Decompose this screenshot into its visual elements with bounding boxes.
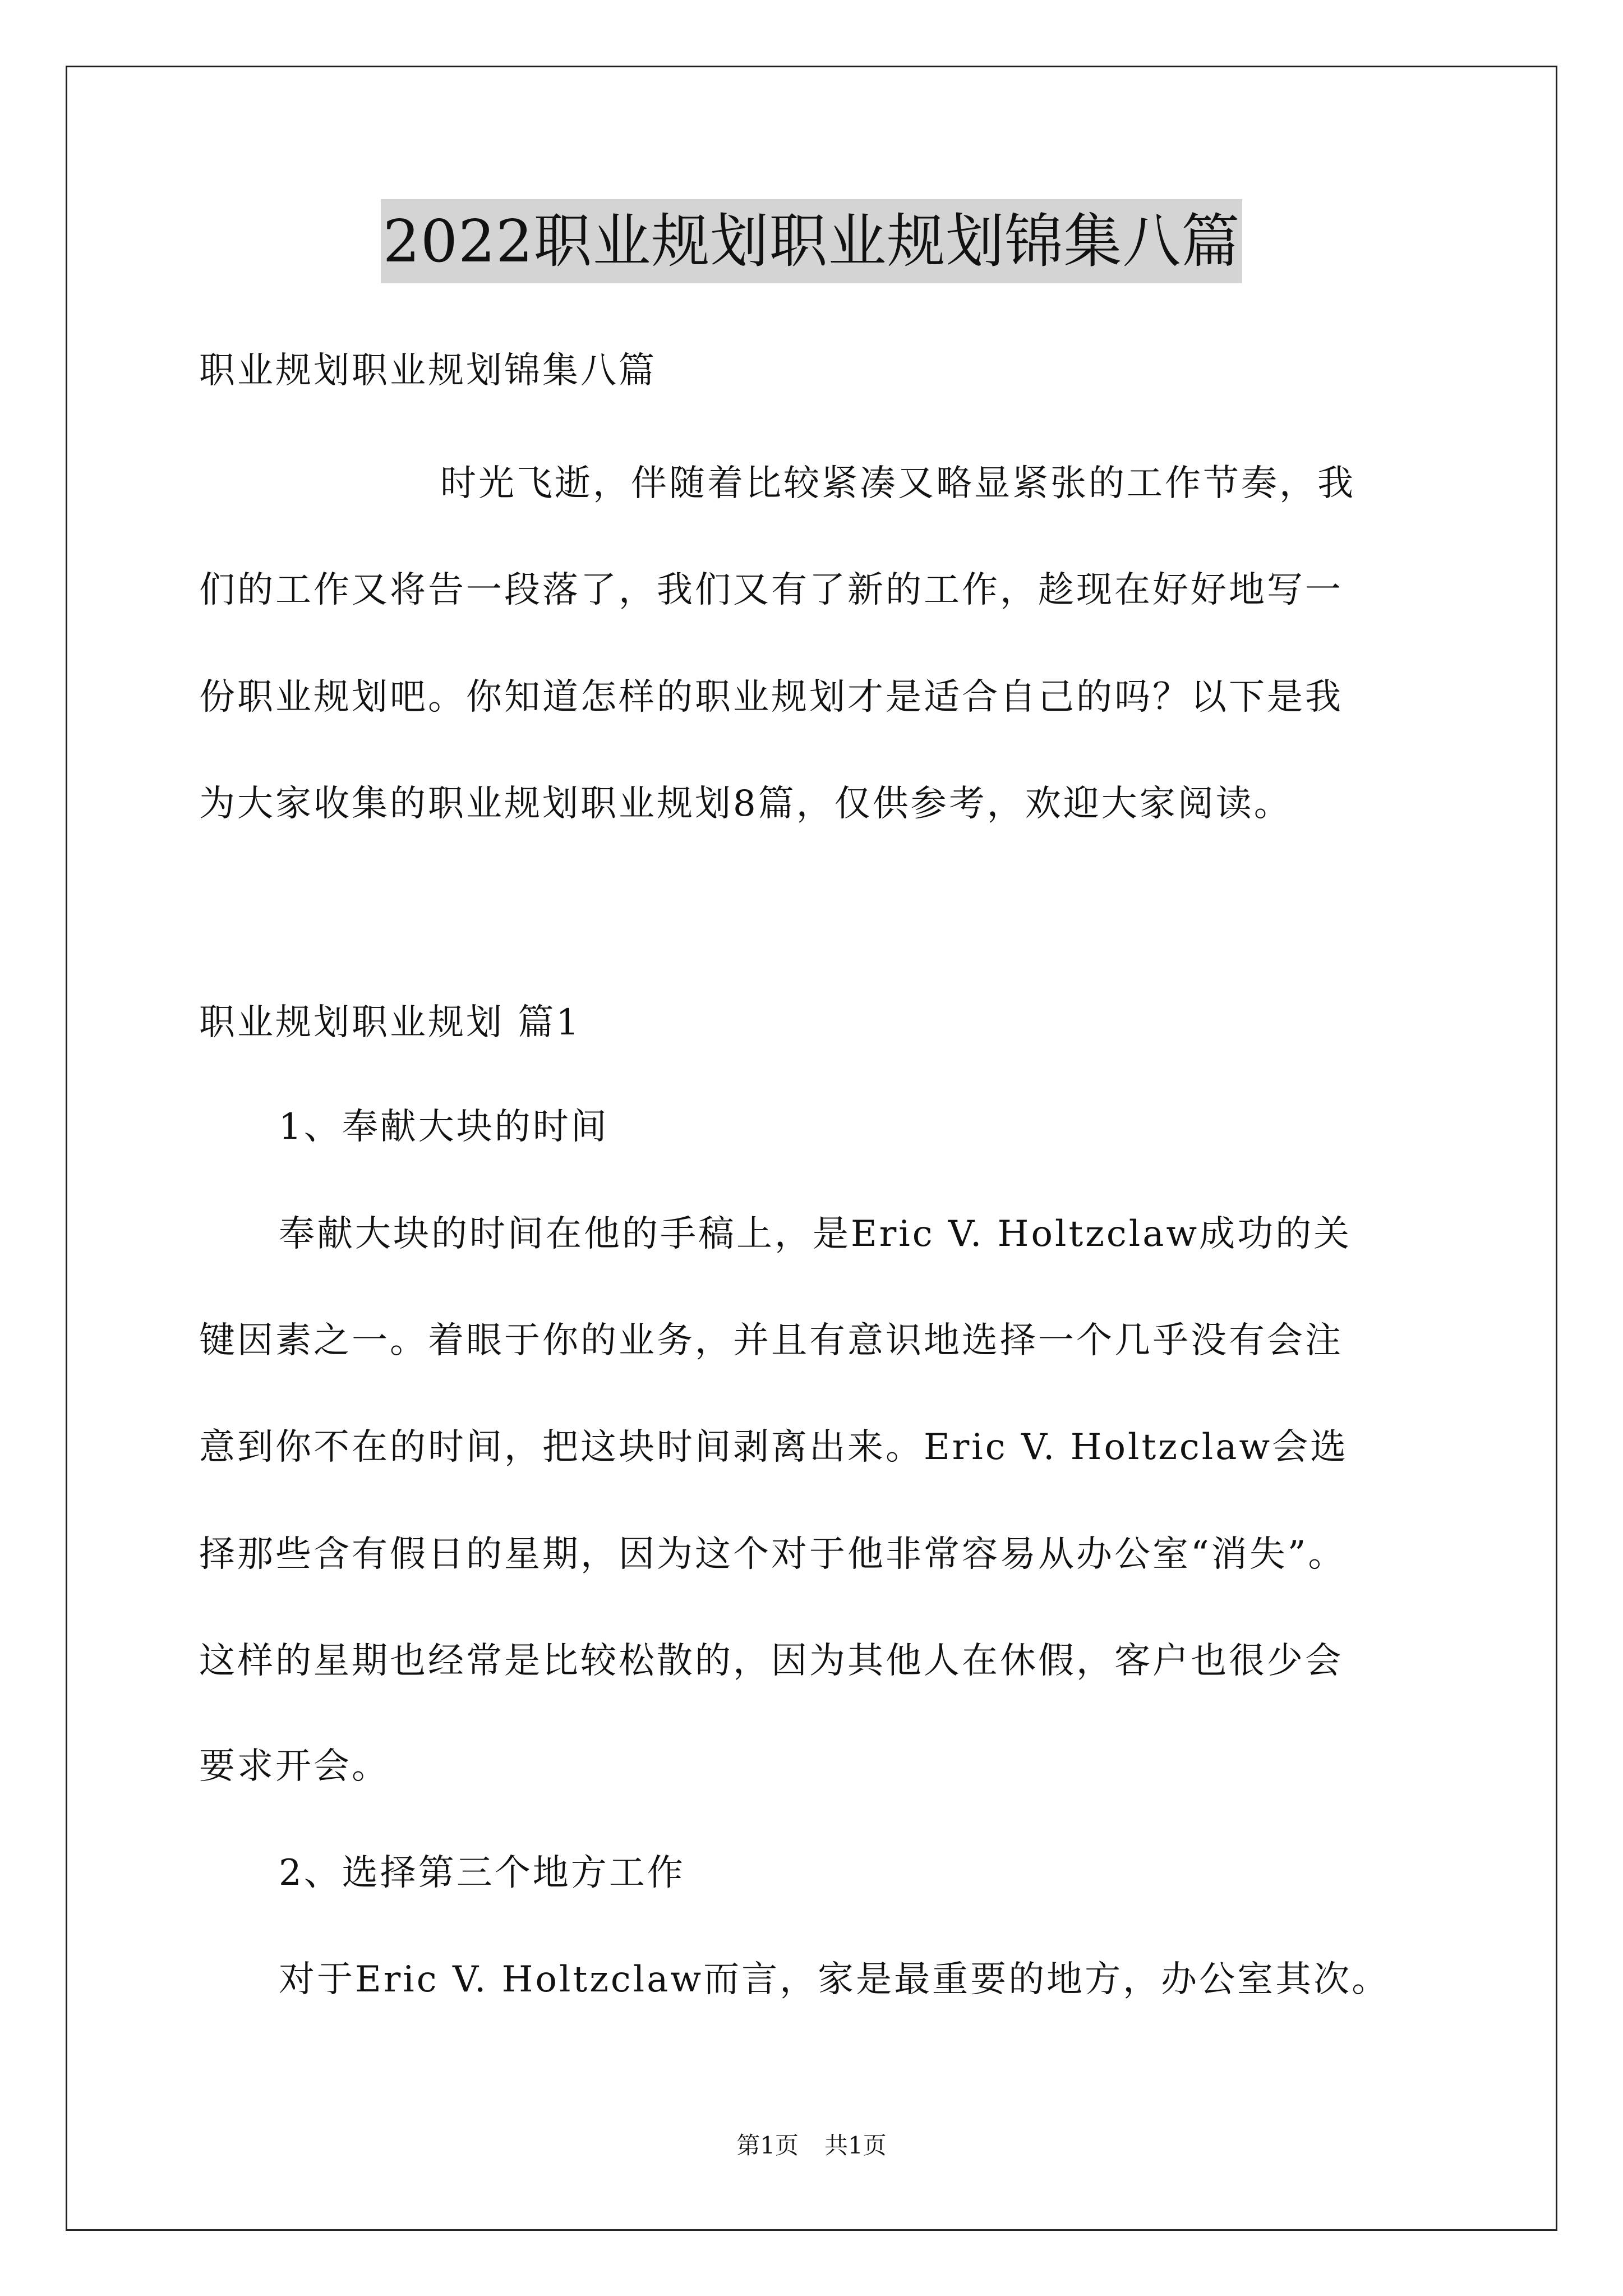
- item1-line-2: 键因素之一。着眼于你的业务，并且有意识地选择一个几乎没有会注: [199, 1320, 1343, 1361]
- intro-line-3: 份职业规划吧。你知道怎样的职业规划才是适合自己的吗？以下是我: [199, 677, 1343, 718]
- document-title: 2022职业规划职业规划锦集八篇: [381, 199, 1243, 283]
- item1-line-4: 择那些含有假日的星期，因为这个对于他非常容易从办公室“消失”。: [199, 1534, 1347, 1575]
- page-footer: [0, 2129, 1623, 2162]
- intro-line-4: 为大家收集的职业规划职业规划8篇，仅供参考，欢迎大家阅读。: [199, 783, 1292, 825]
- section-heading: 职业规划职业规划 篇1: [199, 1002, 582, 1043]
- item1-line-5: 这样的星期也经常是比较松散的，因为其他人在休假，客户也很少会: [199, 1640, 1343, 1682]
- item1-line-1: 奉献大块的时间在他的手稿上，是Eric V. Holtzclaw成功的关: [279, 1213, 1352, 1255]
- page-total: 共1页: [824, 2132, 887, 2159]
- item2-line-1: 对于Eric V. Holtzclaw而言，家是最重要的地方，办公室其次。: [279, 1959, 1390, 2000]
- document-title-wrap: [0, 199, 1623, 283]
- item1-heading: 1、奉献大块的时间: [279, 1106, 609, 1148]
- page-number: 第1页: [736, 2132, 799, 2159]
- item1-line-3: 意到你不在的时间，把这块时间剥离出来。Eric V. Holtzclaw会选: [199, 1427, 1349, 1468]
- item1-line-6: 要求开会。: [199, 1746, 390, 1787]
- intro-line-2: 们的工作又将告一段落了，我们又有了新的工作，趁现在好好地写一: [199, 569, 1343, 611]
- item2-heading: 2、选择第三个地方工作: [279, 1852, 685, 1894]
- document-subtitle: 职业规划职业规划锦集八篇: [199, 350, 657, 392]
- intro-line-1: 时光飞逝，伴随着比较紧凑又略显紧张的工作节奏，我: [440, 463, 1355, 504]
